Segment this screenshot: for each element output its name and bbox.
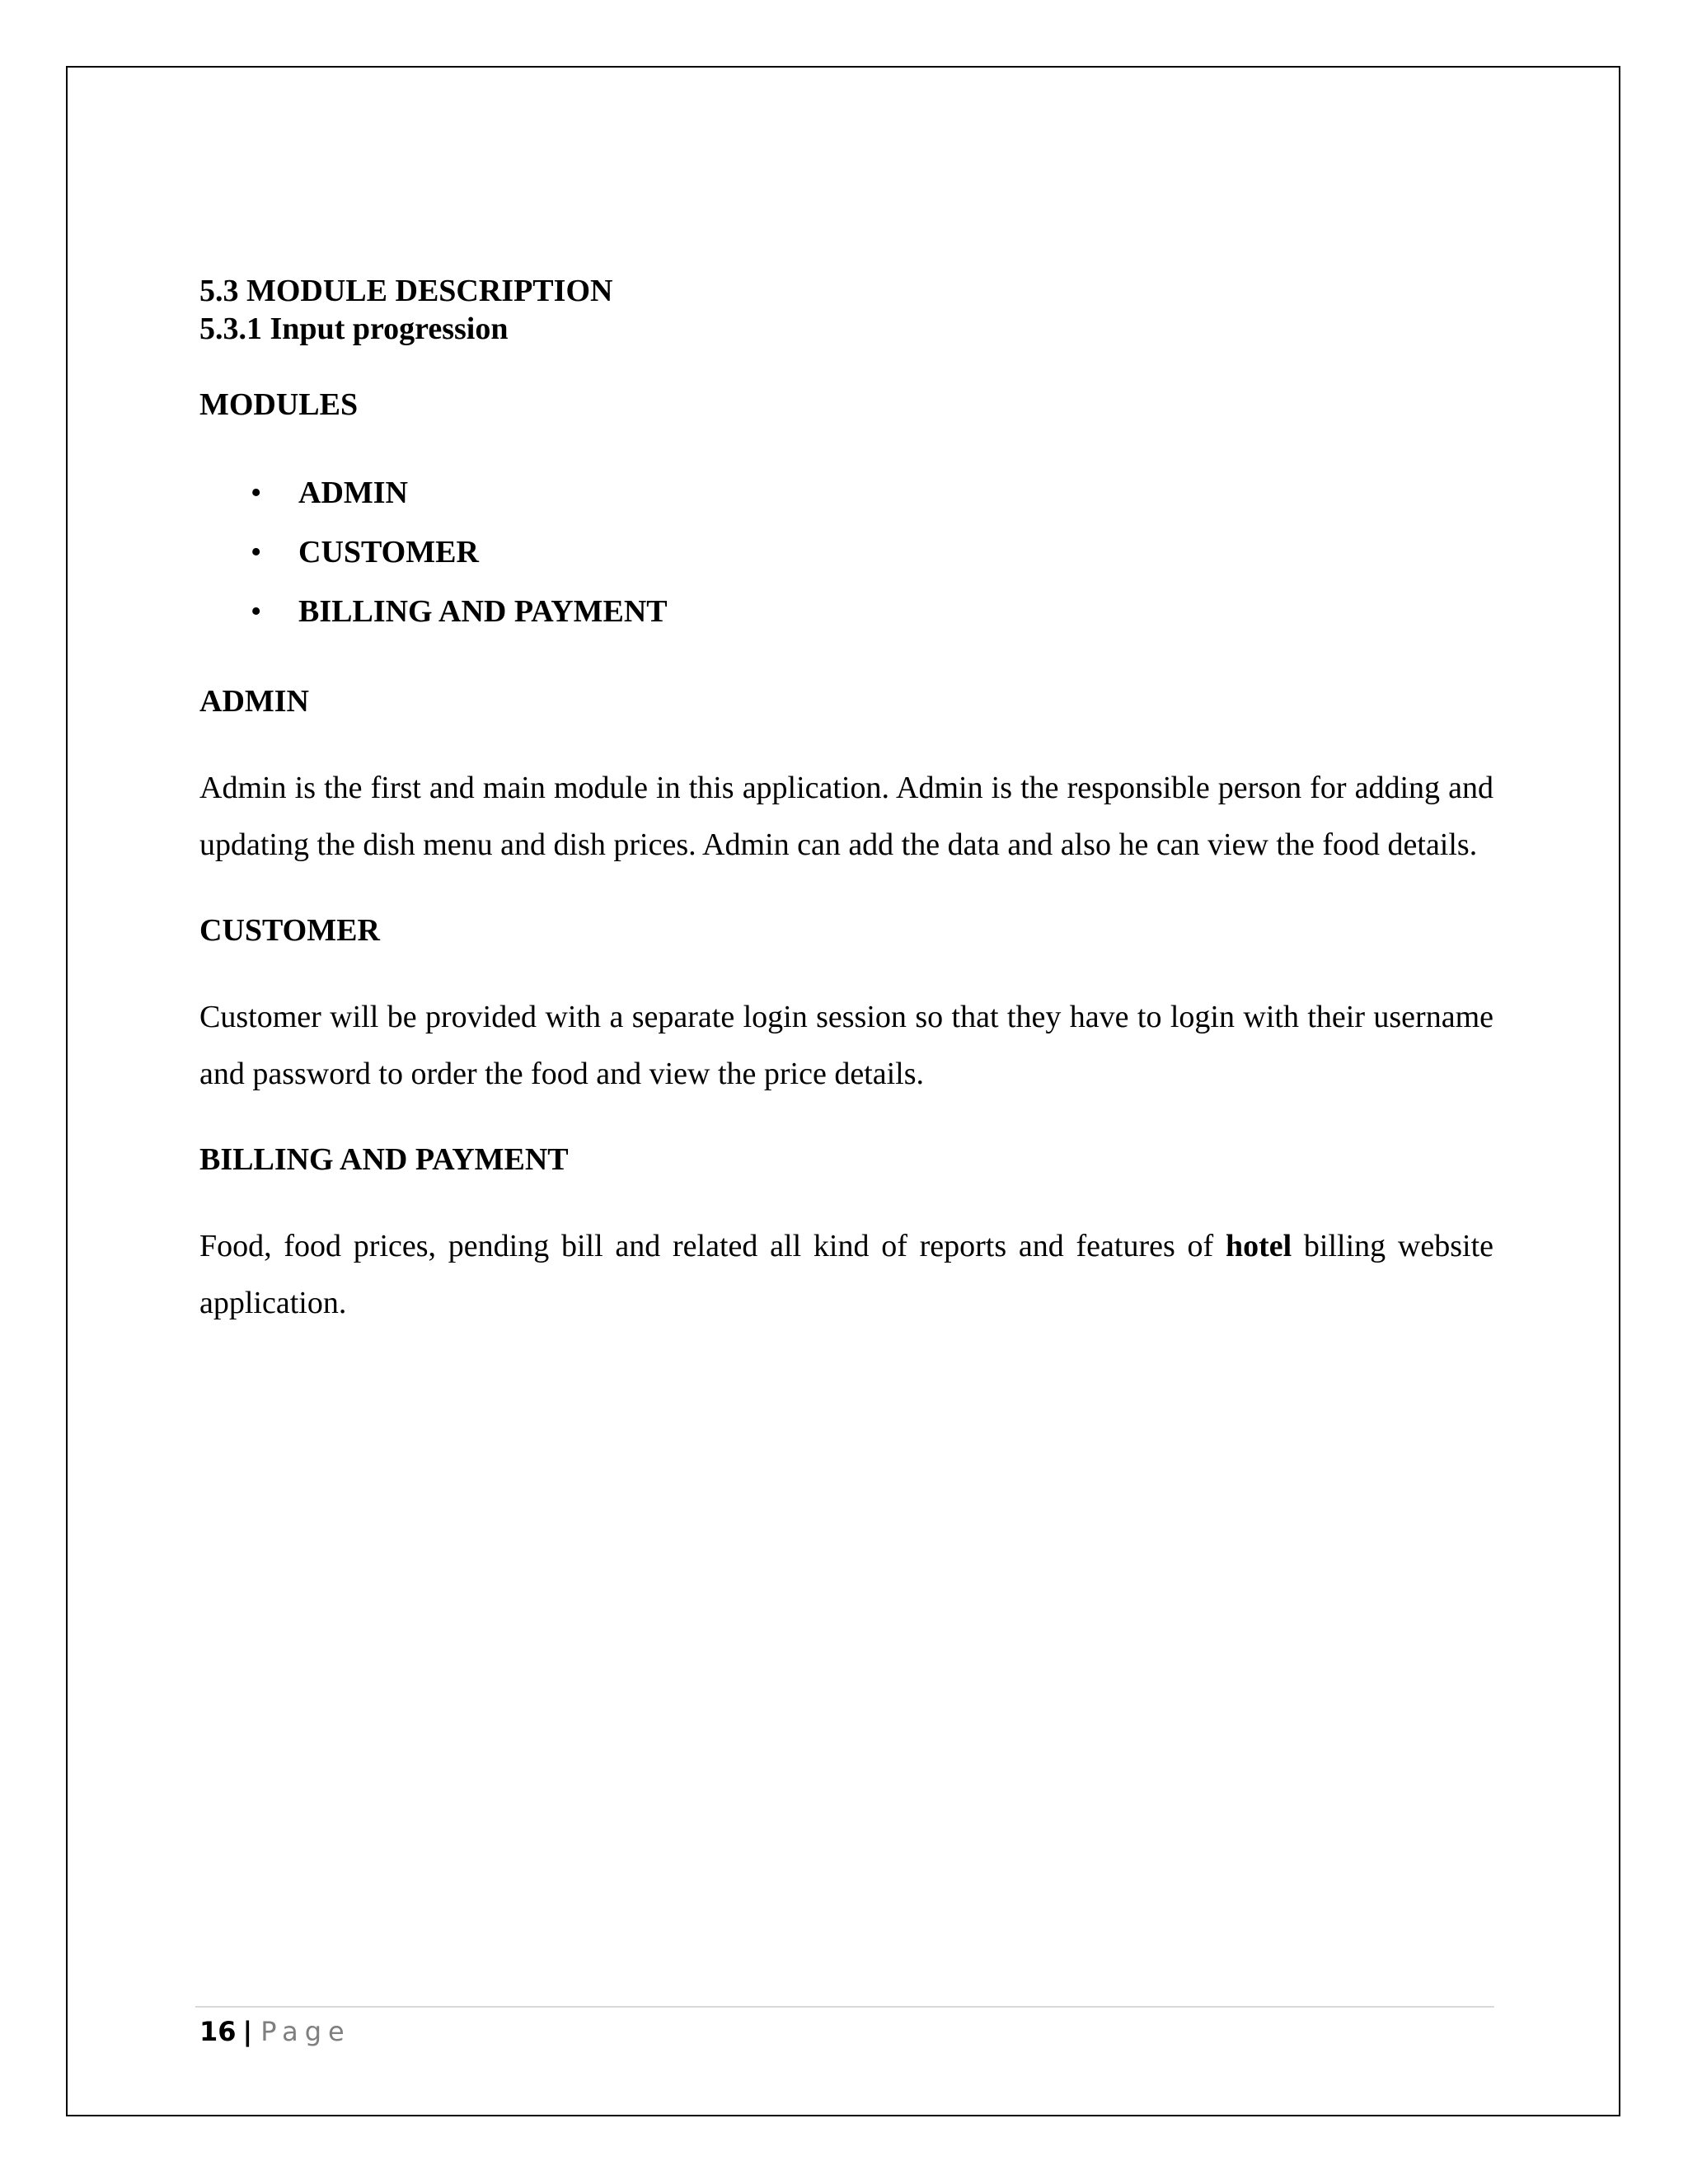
list-item-label: CUSTOMER xyxy=(298,535,479,569)
list-item xyxy=(199,582,1493,641)
subsection-title: 5.3.1 Input progression xyxy=(199,312,509,346)
document-content xyxy=(199,272,1493,1370)
bullet-icon: • xyxy=(251,594,262,629)
billing-text-bold: hotel xyxy=(1225,1229,1292,1263)
admin-description: Admin is the first and main module in this application. Admin is the responsible person for adding and updating the dish menu and dish prices. Admin can add the data and also he can view the food details. xyxy=(199,771,1493,862)
list-item xyxy=(199,463,1493,523)
billing-heading: BILLING AND PAYMENT xyxy=(199,1142,569,1177)
admin-heading: ADMIN xyxy=(199,684,309,719)
footer-separator: | xyxy=(242,2016,253,2047)
bullet-icon: • xyxy=(251,476,262,510)
list-item-label: ADMIN xyxy=(298,476,408,510)
billing-text-before: Food, food prices, pending bill and related all kind of reports and features of xyxy=(199,1229,1226,1263)
page-footer xyxy=(199,2013,351,2050)
billing-text-after: billing website application. xyxy=(199,1229,1493,1320)
section-title: 5.3 MODULE DESCRIPTION xyxy=(199,274,613,308)
list-item xyxy=(199,523,1493,582)
list-item-label: BILLING AND PAYMENT xyxy=(298,594,668,629)
bullet-icon: • xyxy=(251,535,262,569)
page-number: 16 xyxy=(199,2016,237,2047)
modules-heading: MODULES xyxy=(199,387,359,422)
footer-divider xyxy=(195,2006,1494,2008)
modules-list xyxy=(199,463,1493,641)
customer-description: Customer will be provided with a separate login session so that they have to login with their username and password to order the food and view the price details. xyxy=(199,1000,1493,1091)
billing-description xyxy=(199,1218,1493,1332)
page-label: Page xyxy=(260,2016,351,2047)
customer-heading: CUSTOMER xyxy=(199,913,380,948)
